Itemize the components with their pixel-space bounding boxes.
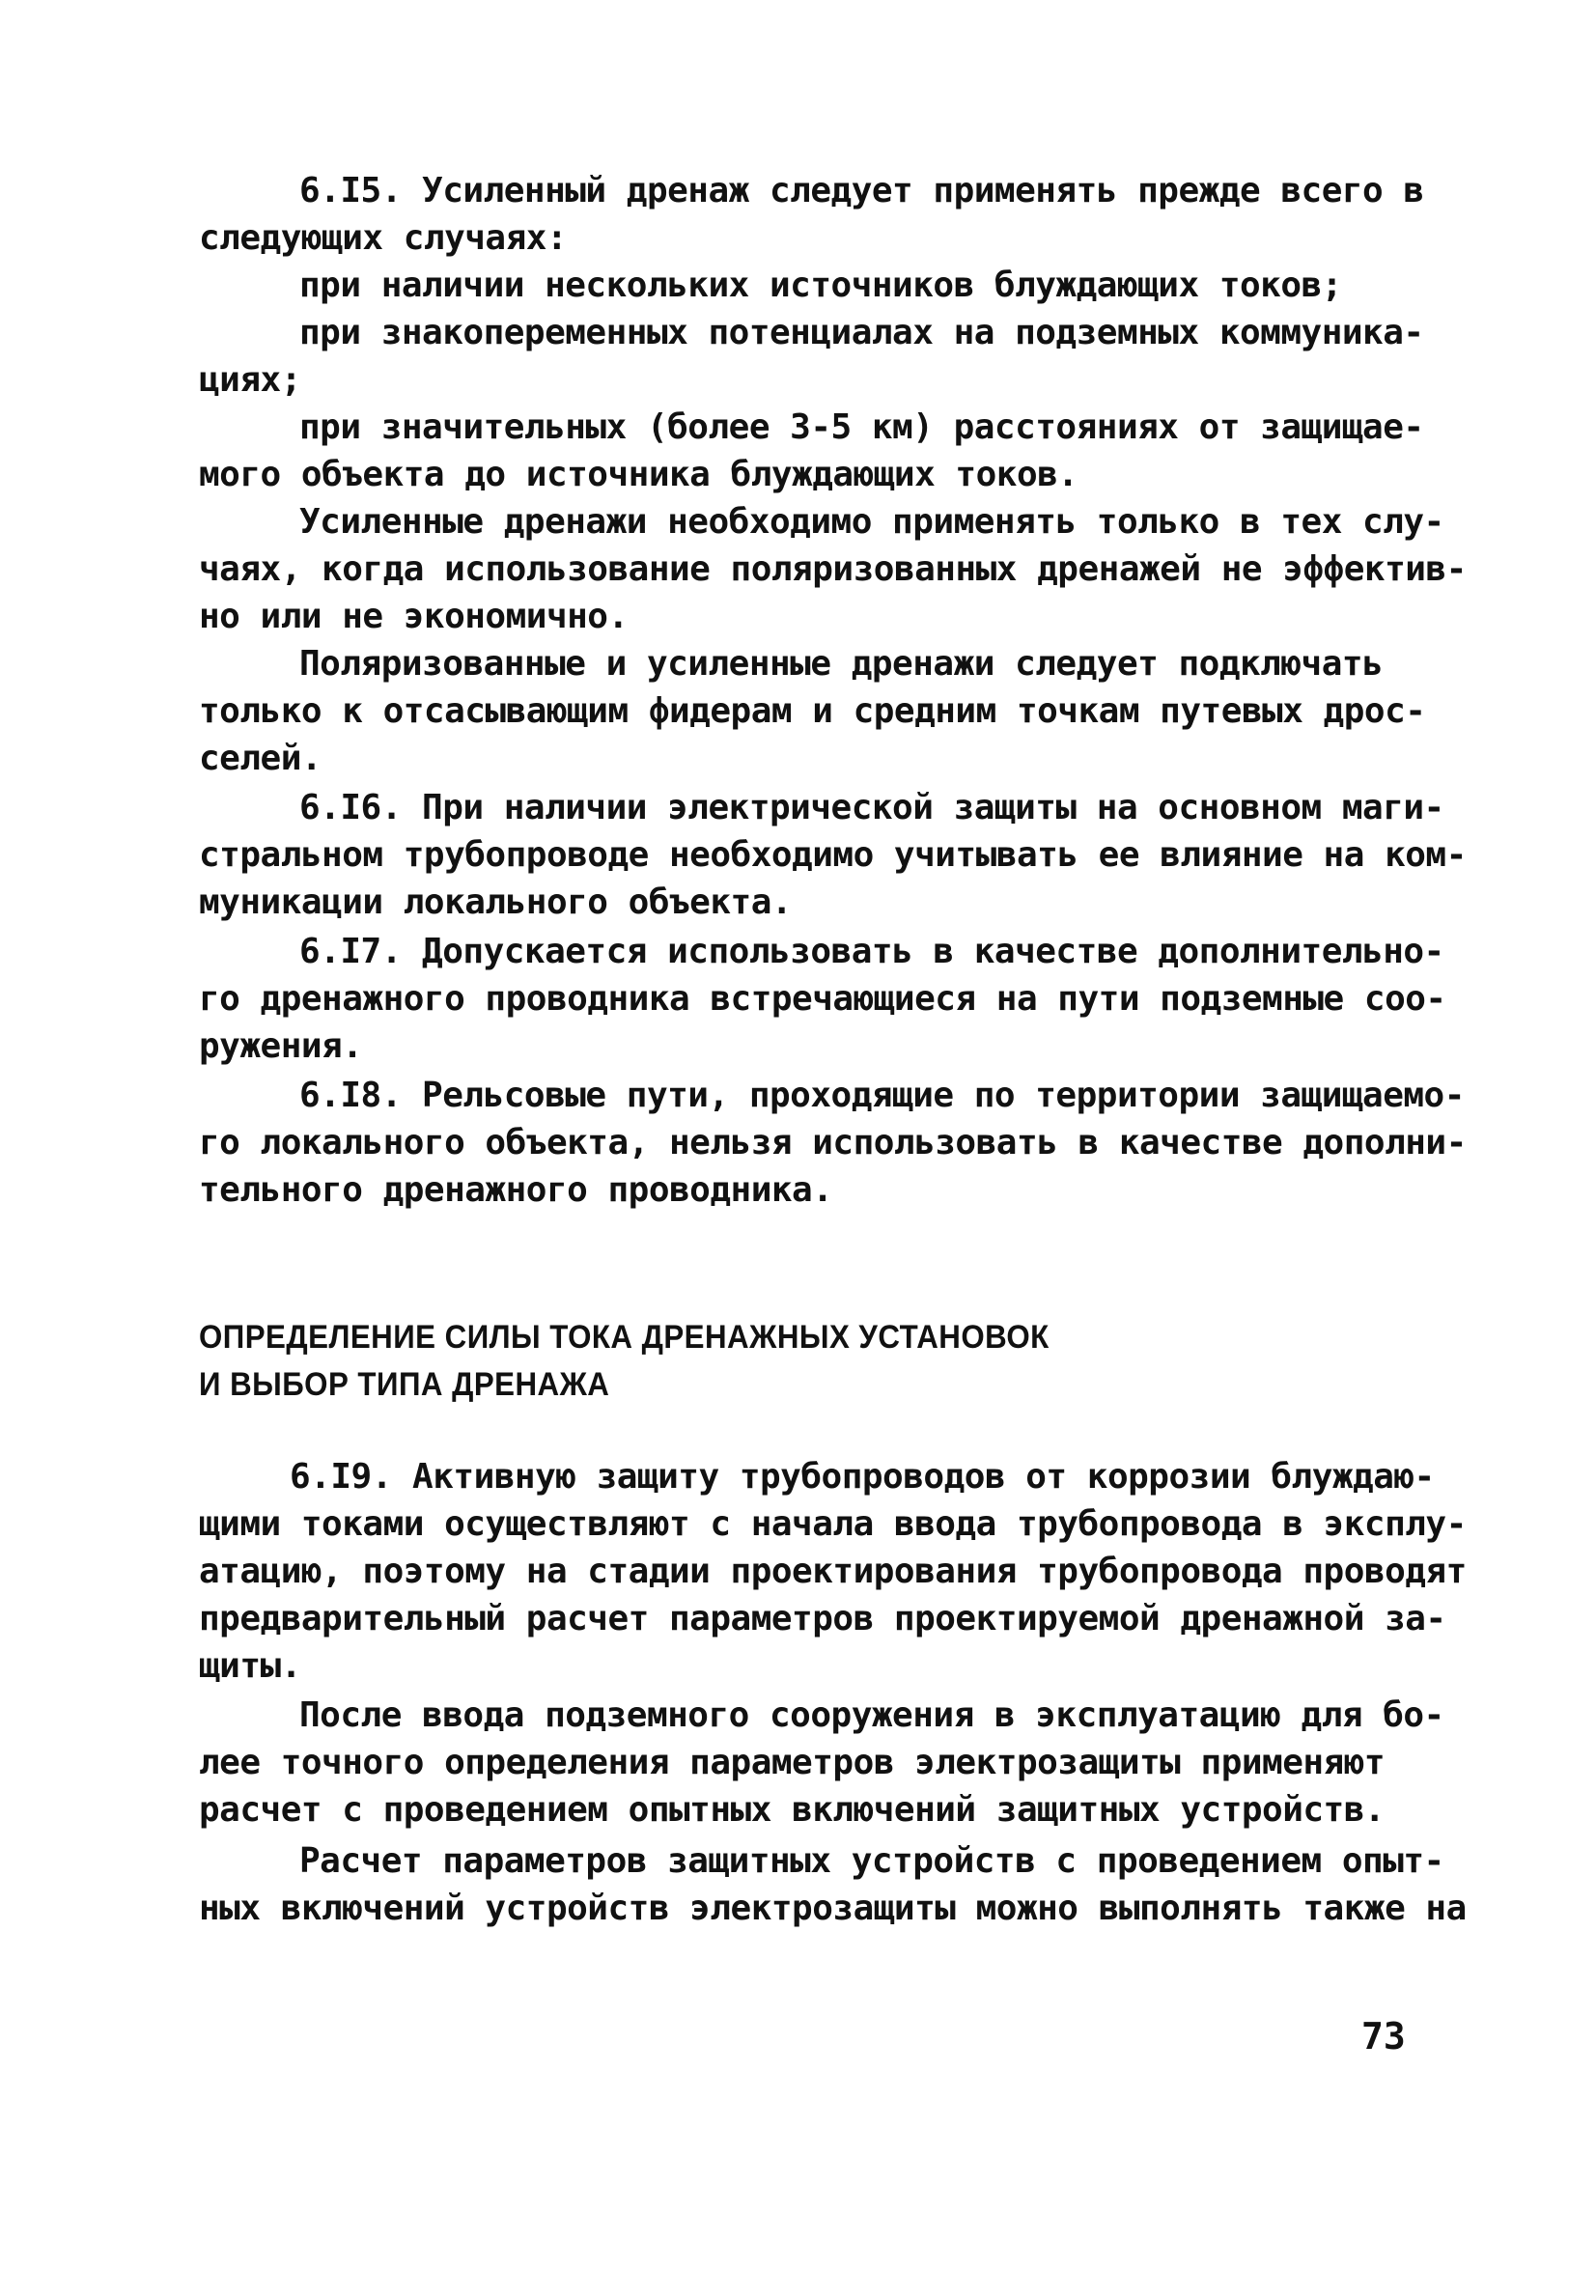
text-line: 6.I6. При наличии электрической защиты на основном маги- bbox=[299, 788, 1444, 827]
heading-line-1: ОПРЕДЕЛЕНИЕ СИЛЫ ТОКА ДРЕНАЖНЫХ УСТАНОВОК bbox=[199, 1319, 1050, 1356]
text-line: чаях, когда использование поляризованных дренажей не эффектив- bbox=[199, 549, 1467, 589]
text-line: мого объекта до источника блуждающих токов. bbox=[199, 455, 1078, 494]
text-line: лее точного определения параметров электрозащиты применяют bbox=[199, 1743, 1386, 1782]
text-line: Поляризованные и усиленные дренажи следует подключать bbox=[299, 644, 1384, 684]
text-line: го дренажного проводника встречающиеся на пути подземные соо- bbox=[199, 979, 1446, 1019]
text-line: предварительный расчет параметров проектируемой дренажной за- bbox=[199, 1599, 1446, 1638]
text-line: ружения. bbox=[199, 1026, 363, 1066]
text-line: 6.I5. Усиленный дренаж следует применять прежде всего в bbox=[299, 171, 1424, 210]
text-line: стральном трубопроводе необходимо учитывать ее влияние на ком- bbox=[199, 835, 1467, 875]
text-line: После ввода подземного сооружения в эксплуатацию для бо- bbox=[299, 1695, 1444, 1735]
text-line: ных включений устройств электрозащиты можно выполнять также на bbox=[199, 1889, 1467, 1928]
text-line: селей. bbox=[199, 739, 322, 778]
text-line: следующих случаях: bbox=[199, 218, 568, 258]
text-line: Расчет параметров защитных устройств с проведением опыт- bbox=[299, 1841, 1444, 1881]
text-line: щиты. bbox=[199, 1646, 301, 1686]
text-line: 6.I8. Рельсовые пути, проходящие по территории защищаемо- bbox=[299, 1076, 1465, 1115]
text-line: при знакопеременных потенциалах на подземных коммуника- bbox=[299, 313, 1424, 352]
text-line: атацию, поэтому на стадии проектирования трубопровода проводят bbox=[199, 1552, 1467, 1591]
text-line: расчет с проведением опытных включений защитных устройств. bbox=[199, 1790, 1386, 1830]
text-line: муникации локального объекта. bbox=[199, 882, 793, 922]
text-line: при наличии нескольких источников блуждающих токов; bbox=[299, 266, 1342, 305]
text-line: но или не экономично. bbox=[199, 597, 629, 636]
text-line: только к отсасывающим фидерам и средним точкам путевых дрос- bbox=[199, 691, 1426, 731]
text-line: го локального объекта, нельзя использовать в качестве дополни- bbox=[199, 1123, 1467, 1162]
text-line: тельного дренажного проводника. bbox=[199, 1170, 833, 1210]
text-line: щими токами осуществляют с начала ввода трубопровода в эксплу- bbox=[199, 1504, 1467, 1544]
text-line: при значительных (более 3-5 км) расстояниях от защищае- bbox=[299, 407, 1424, 447]
text-line: циях; bbox=[199, 360, 301, 400]
text-line: Усиленные дренажи необходимо применять только в тех слу- bbox=[299, 502, 1444, 542]
text-line: 6.I7. Допускается использовать в качестве дополнительно- bbox=[299, 932, 1444, 971]
text-line: 6.I9. Активную защиту трубопроводов от коррозии блуждаю- bbox=[290, 1457, 1435, 1497]
page-number: 73 bbox=[1361, 2015, 1406, 2058]
heading-line-2: И ВЫБОР ТИПА ДРЕНАЖА bbox=[199, 1366, 610, 1403]
